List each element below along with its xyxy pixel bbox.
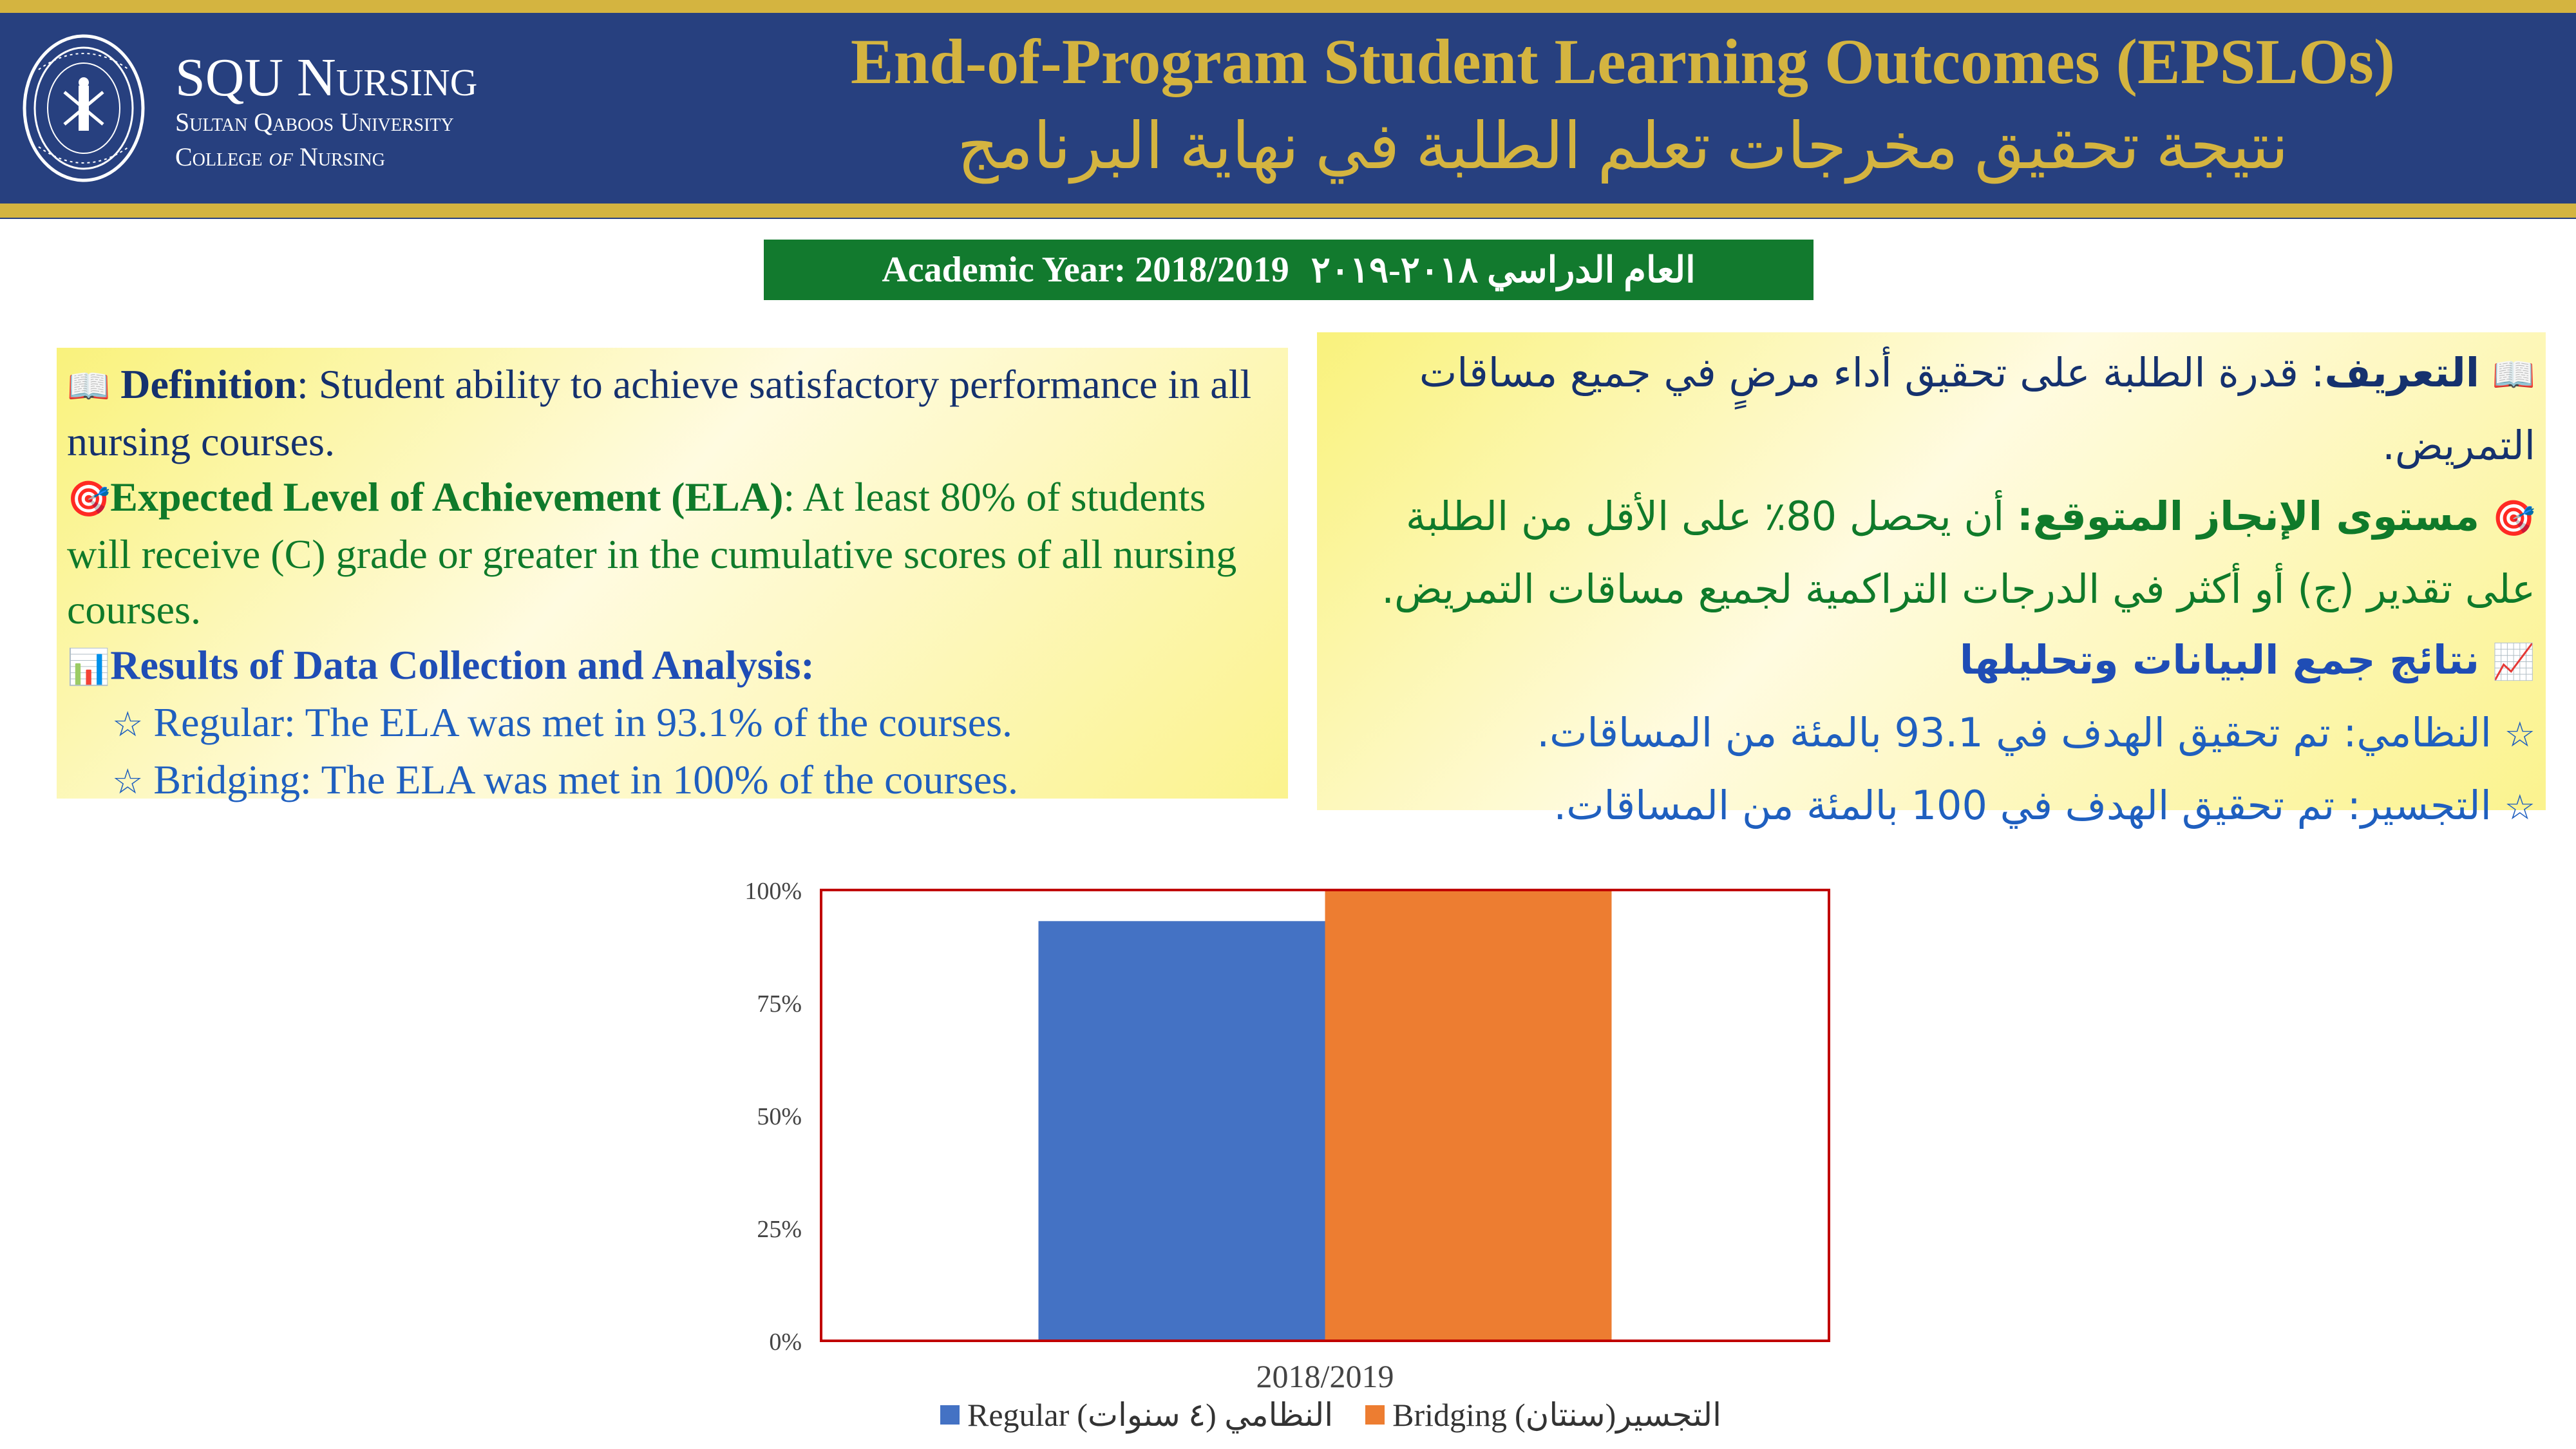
definition-text: : Student ability to achieve satisfactory performance in all nursing courses. (67, 361, 1252, 464)
brand-college-word: College (175, 142, 263, 171)
arabic-definition-label: التعريف (2324, 349, 2480, 396)
arabic-ela-text: أن يحصل 80٪ على الأقل من الطلبة على تقدير (ج) أو أكثر في الدرجات التراكمية لجميع مساقات التمريض. (1381, 493, 2535, 612)
arabic-definition-line (1326, 337, 2535, 481)
page-title-arabic: نتيجة تحقيق مخرجات تعلم الطلبة في نهاية البرنامج (957, 111, 2289, 182)
chart-legend (940, 1396, 1747, 1434)
legend-label-bridging-en: Bridging (1392, 1397, 1507, 1433)
definition-line (67, 357, 1278, 469)
brand-nursing-word: Nursing (299, 142, 385, 171)
regular-result-text: Regular: The ELA was met in 93.1% of the courses. (153, 699, 1013, 745)
legend-label-regular-en: Regular (967, 1397, 1070, 1433)
arabic-bridging-result-text: التجسير: تم تحقيق الهدف في 100 بالمئة من المساقات. (1553, 782, 2492, 829)
university-seal-logo (19, 31, 148, 185)
definition-label: Definition (120, 361, 298, 407)
y-tick-label: 100% (744, 878, 802, 905)
academic-year-english: Academic Year: 2018/2019 (882, 250, 1289, 290)
legend-swatch-regular (940, 1405, 960, 1425)
star-icon: ☆ (2504, 787, 2535, 828)
arabic-definition-text: : قدرة الطلبة على تحقيق أداء مرضٍ في جميع مساقات التمريض. (1419, 349, 2535, 469)
brand-of-word: of (269, 142, 293, 171)
target-icon: 🎯 (67, 478, 111, 519)
star-icon: ☆ (112, 761, 144, 802)
regular-result-line (67, 695, 1278, 752)
brand-subtitle-college (175, 142, 385, 172)
bar-chart-icon: 📊 (67, 647, 111, 687)
results-label: Results of Data Collection and Analysis: (110, 642, 815, 688)
header-gold-stripe-top (0, 0, 2576, 13)
arabic-regular-result-text: النظامي: تم تحقيق الهدف في 93.1 بالمئة من المساقات. (1537, 709, 2492, 756)
arabic-regular-result-line (1326, 697, 2535, 770)
brand-title: SQU Nursing (175, 48, 478, 108)
arabic-results-line (1326, 625, 2535, 697)
arabic-ela-label: مستوى الإنجاز المتوقع: (2017, 493, 2480, 540)
english-summary-panel (57, 348, 1288, 802)
arabic-ela-line (1326, 481, 2535, 625)
legend-label-regular-ar: (النظامي (٤ سنوات (1077, 1397, 1334, 1433)
target-icon: 🎯 (2492, 498, 2535, 538)
legend-item-regular (940, 1396, 1333, 1434)
y-tick-label: 0% (769, 1329, 802, 1356)
line-chart-icon: 📈 (2492, 641, 2535, 682)
x-tick-label: 2018/2019 (1256, 1358, 1394, 1394)
book-icon: 📖 (2492, 354, 2535, 395)
bridging-result-line (67, 752, 1278, 810)
legend-label-bridging-ar: التجسير(سنتان) (1514, 1397, 1722, 1433)
y-tick-label: 75% (757, 990, 802, 1018)
book-icon: 📖 (67, 366, 111, 406)
academic-year-arabic: العام الدراسي ٢٠١٨-٢٠١٩ (1311, 250, 1696, 290)
star-icon: ☆ (2504, 714, 2535, 755)
results-line (67, 638, 1278, 695)
arabic-bridging-result-line (1326, 770, 2535, 843)
bridging-result-text: Bridging: The ELA was met in 100% of the courses. (153, 757, 1019, 802)
page-title-english: End-of-Program Student Learning Outcomes (EPSLOs) (850, 26, 2396, 97)
academic-year-banner (764, 240, 1814, 300)
brand-subtitle-university: Sultan Qaboos University (175, 108, 454, 137)
arabic-summary-panel (1317, 332, 2546, 829)
ela-label: Expected Level of Achievement (ELA) (110, 474, 784, 520)
header-gold-stripe-bottom (0, 204, 2576, 218)
bar-bridging (1325, 890, 1612, 1341)
arabic-results-label: نتائج جمع البيانات وتحليلها (1959, 636, 2480, 683)
legend-swatch-bridging (1365, 1405, 1385, 1425)
y-tick-label: 50% (757, 1103, 802, 1130)
bar-regular (1039, 921, 1325, 1341)
y-tick-label: 25% (757, 1216, 802, 1243)
legend-item-bridging (1365, 1396, 1721, 1434)
star-icon: ☆ (112, 704, 144, 744)
ela-line (67, 469, 1278, 638)
results-bar-chart (708, 876, 1880, 1443)
ela-text: : At least 80% of students will receive (C) grade or greater in the cumulative scores of all nursing courses. (67, 474, 1237, 632)
